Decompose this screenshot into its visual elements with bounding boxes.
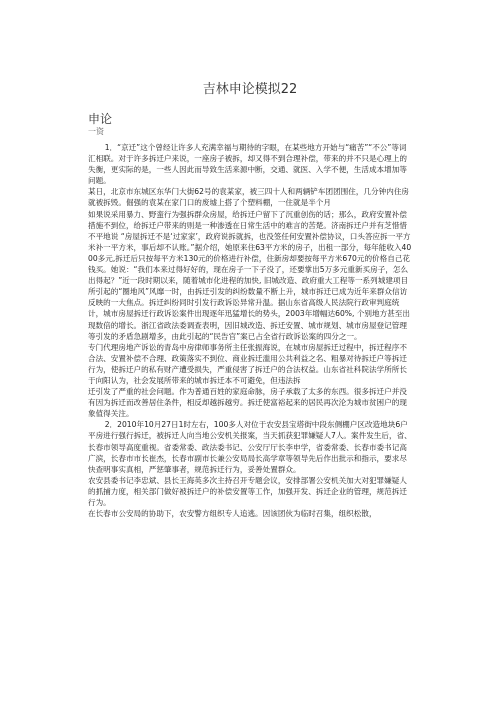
paragraph-4: 专门代理房地产诉讼的青岛中房律师事务所主任张振海说，在城市房屋拆迁过程中，拆迁程序不合法、安置补偿不合理、政策落实不到位、商业拆迁滥用公共利益之名、粗暴对待拆迁户等拆迁行为，使拆迁户的私有财产遭受损失，严重侵害了拆迁户的合法权益。山东省社科院法学所所长于向阳认为，社会发展所带来的城市拆迁本不可避免，但违法拆 — [88, 342, 407, 385]
paragraph-3: 如果说采用暴力、野蛮行为强拆群众房屋，给拆迁户留下了沉重创伤的话；那么，政府安置补偿措施不到位，给拆迁户带来的则是一种渗透在日常生活中的难言的苦楚。济南拆迁户并有芝惜惜不平地说 “房屋拆迁不是‘过家家’，政府说拆就拆，也没签任何安置补偿协议，口头答应拆一平方米补一平方米，事后却不认账。”据介绍，她原来住63平方米的房子，出租一部分，每年能收入4000多元,拆迁后只按每平方米130元的价格进行补偿，住新房却要按每平方米670元的价格自己花钱买。她说：“我们本来过得好好的，现在房子一下子没了，还要掌出5万多元重新买房子，怎么出得起？”近一段时期以来，随着城市化进程的加快, 旧城改造、政府重大工程等一系列城建项目所引起的“圈地风”风靡一时，由拆迁引发的纠纷数量不断上升，城市拆迁已成为近年来群众信访反映的一大焦点。拆迁纠纷同时引发行政诉讼异常升温。据山东省高级人民法院行政审判庭统计，城市房屋拆迁行政诉讼案件出现逐年迅猛增长的势头，2003年增幅达60%, 个别地方甚至出现数倍的增长。浙江省政法委调查表明，因旧城改造、拆迁安置、城市规划、城市房屋登记管理等引发的矛盾急剧增多，由此引起的“民告官”案已占全省行政诉讼案的四分之一。 — [88, 209, 412, 341]
document-title: 吉林申论模拟22 — [202, 82, 298, 97]
paragraph-6: 2．2010年10月27日1时左右，100多人对位于农安县宝塔街中段东侧棚户区改造地块6户平房进行强行拆迁，被拆迁人向当地公安机关报案，当天抓获犯罪嫌疑人7人。案件发生后，省、长春市领导高度重视。省委常委、政法委书记、公安厅厅长李申学，省委常委、长春市委书记高广滨，长春市市长崔杰，长春市副市长兼公安局局长高学章等领导先后作出批示和指示，要求尽快查明事实真相，严惩肇事者，规范拆迁行为，妥善处置群众。 — [88, 420, 412, 474]
section-heading: 申论 — [88, 112, 113, 126]
paragraph-7: 农安县委书记李忠斌、县长王海英多次主持召开专题会议，安排部署公安机关加大对犯罪嫌疑人的抓捕力度，相关部门做好被拆迁户的补偿安置等工作，加强开发、拆迁企业的管理，规范拆迁行为。 — [88, 475, 407, 507]
paragraph-5: 迁引发了严重的社会问题。作为普通百姓的家庭命脉，房子承载了太多的东西。很多拆迁户并没有因为拆迁而改善居住条件，相反却越拆越穷。拆迁使富裕起来的居民再次沦为城市贫困户的现象值得关注。 — [88, 387, 407, 419]
paragraph-1: 1．“京迁”这个曾经让许多人充满幸福与期待的字眼，在某些地方开始与“痛苦”“不公”等词汇相联。对于许多拆迁户来说，一座房子被拆，却又得不到合理补偿，带来的并不只是心理上的失衡，更实际的是，一些人因此而导致生活来源中断，交通、就医、入学不便，生活成本增加等问题。 — [88, 143, 407, 186]
document-body — [88, 142, 414, 519]
paragraph-8: 在长春市公安局的协助下，农安警方组织专人追逃。因该团伙为临时召集，组织松散， — [88, 509, 377, 519]
paragraph-2: 某日，北京市东城区东华门大街62号的袁某家，被三四十人和两辆铲车团团围住，几分钟内住房就被拆毁。倔强的袁某在家门口的废墟上搭了个塑料棚，一住就是半个月 — [88, 187, 410, 208]
section-subheading: 一资 — [88, 127, 104, 136]
